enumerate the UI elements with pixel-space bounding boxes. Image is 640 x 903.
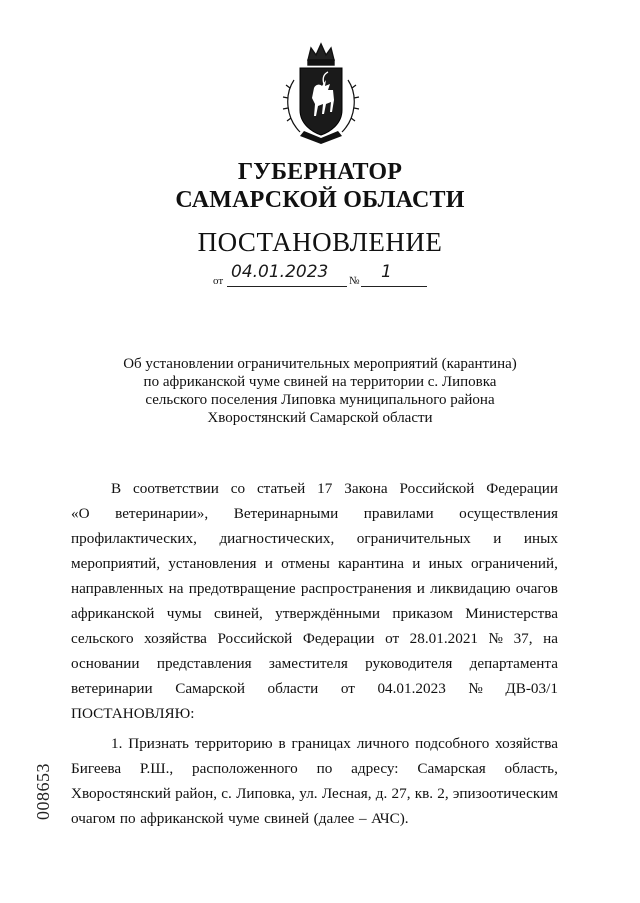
document-type-title: ПОСТАНОВЛЕНИЕ: [197, 227, 443, 257]
word: ПОСТАНОВЛЯЮ:: [71, 705, 195, 722]
text-line: [71, 701, 558, 726]
word: сельского: [71, 630, 134, 647]
text-line: [71, 601, 558, 626]
word: свиней,: [213, 605, 263, 622]
word: руководителя: [365, 655, 453, 672]
word: личного: [356, 735, 410, 752]
word: и: [493, 530, 502, 547]
text-line: [71, 576, 558, 601]
text-line: [71, 501, 558, 526]
org-title-line2: САМАРСКОЙ ОБЛАСТИ: [175, 187, 465, 213]
word: утверждёнными: [275, 605, 380, 622]
paragraph-item-1: [71, 731, 558, 831]
word: В: [111, 480, 122, 497]
word: чуме: [228, 810, 260, 827]
word: 37,: [513, 630, 533, 647]
first-word-wrap: [71, 731, 122, 756]
word: профилактических,: [71, 530, 197, 547]
word: ветеринарии: [71, 680, 153, 697]
word: 1.: [111, 735, 123, 752]
text-line: [71, 806, 558, 831]
word: ветеринарии»,: [115, 505, 209, 522]
word: очагов: [515, 580, 558, 597]
word: расположенного: [192, 760, 298, 777]
subject-line: Хворостянский Самарской области: [207, 410, 433, 426]
word: основании: [71, 655, 140, 672]
word: установления: [168, 555, 257, 572]
word: ограничительных: [356, 530, 471, 547]
word: адресу:: [351, 760, 399, 777]
word: африканской: [71, 605, 155, 622]
word: правилами: [363, 505, 434, 522]
word: представления: [156, 655, 252, 672]
word: очагом: [71, 810, 116, 827]
word: карантина: [338, 555, 405, 572]
word: осуществления: [459, 505, 558, 522]
word: Закона: [344, 480, 388, 497]
word: Российской: [399, 480, 475, 497]
word: кв.: [414, 785, 434, 802]
word: свиней: [264, 810, 310, 827]
word: хозяйства: [144, 630, 207, 647]
text-line: [71, 756, 558, 781]
handwritten-date: 04.01.2023: [231, 262, 329, 282]
word: 27,: [391, 785, 411, 802]
text-line: [71, 551, 558, 576]
org-title-line1: ГУБЕРНАТОР: [237, 159, 403, 185]
word: на: [168, 580, 184, 597]
word: 17: [317, 480, 333, 497]
word: границах: [291, 735, 351, 752]
word: область,: [504, 760, 558, 777]
word: Признать: [128, 735, 189, 752]
word: и: [416, 580, 425, 597]
text-line: [71, 476, 558, 501]
word: Хворостянский: [71, 785, 171, 802]
word: на: [543, 630, 558, 647]
word: 28.01.2021: [409, 630, 478, 647]
text-line: [71, 676, 558, 701]
word: соответствии: [133, 480, 219, 497]
word: эпизоотическим: [452, 785, 558, 802]
word: территорию: [194, 735, 273, 752]
text-line: [71, 731, 558, 756]
word: ликвидацию: [430, 580, 511, 597]
word: ограничений,: [470, 555, 558, 572]
word: и: [412, 555, 421, 572]
word: хозяйства: [495, 735, 558, 752]
word: Липовка,: [236, 785, 296, 802]
word: распространения: [300, 580, 412, 597]
word: ул.: [299, 785, 318, 802]
word: «О: [71, 505, 90, 522]
text-line: [71, 651, 558, 676]
word: 2,: [437, 785, 449, 802]
word: отмены: [281, 555, 330, 572]
paragraph-preamble: [71, 476, 558, 726]
word: диагностических,: [219, 530, 335, 547]
word: д.: [375, 785, 388, 802]
word: от: [340, 680, 355, 697]
subject-line: сельского поселения Липовка муниципального района: [145, 392, 495, 408]
word: Ветеринарными: [233, 505, 339, 522]
word: статьей: [256, 480, 306, 497]
text-line: [71, 526, 558, 551]
word: с.: [221, 785, 232, 802]
word: АЧС).: [371, 810, 409, 827]
word: от: [385, 630, 400, 647]
word: Бигеева: [71, 760, 122, 777]
subject-line: по африканской чуме свиней на территории с. Липовка: [143, 374, 497, 390]
word: направленных: [71, 580, 164, 597]
number-label: №: [349, 275, 360, 287]
word: приказом: [392, 605, 453, 622]
word: Министерства: [465, 605, 558, 622]
word: заместителя: [268, 655, 348, 672]
document-subject: [0, 355, 640, 427]
word: по: [119, 810, 136, 827]
word: департамента: [469, 655, 558, 672]
word: –: [358, 810, 367, 827]
word: и: [264, 555, 273, 572]
word: №: [488, 630, 504, 647]
word: Р.Ш.,: [139, 760, 174, 777]
word: чумы: [166, 605, 202, 622]
date-underline: [227, 286, 347, 287]
word: области: [267, 680, 319, 697]
subject-line: Об установлении ограничительных мероприятий (карантина): [123, 356, 517, 372]
word: Лесная,: [321, 785, 372, 802]
word: африканской: [140, 810, 224, 827]
word: №: [468, 680, 483, 697]
date-from-label: от: [213, 275, 224, 287]
word: Самарская: [417, 760, 486, 777]
word: со: [230, 480, 246, 497]
text-line: [71, 626, 558, 651]
word: Федерации: [486, 480, 558, 497]
handwritten-number: 1: [381, 262, 392, 282]
word: подсобного: [415, 735, 490, 752]
word: иных: [428, 555, 463, 572]
date-number-line: [213, 262, 453, 288]
word: район,: [175, 785, 218, 802]
number-underline: [361, 286, 427, 287]
word: Федерации: [302, 630, 375, 647]
word: мероприятий,: [71, 555, 161, 572]
word: 04.01.2023: [377, 680, 446, 697]
word: иных: [523, 530, 558, 547]
word: предотвращение: [188, 580, 296, 597]
coat-of-arms-emblem: [278, 40, 364, 148]
word: (далее: [313, 810, 355, 827]
word: в: [278, 735, 286, 752]
word: Российской: [217, 630, 293, 647]
margin-serial-number: 008653: [33, 763, 53, 820]
text-line: [71, 781, 558, 806]
word: ДВ-03/1: [505, 680, 558, 697]
word: по: [316, 760, 333, 777]
first-word-wrap: [71, 476, 121, 501]
word: Самарской: [175, 680, 245, 697]
